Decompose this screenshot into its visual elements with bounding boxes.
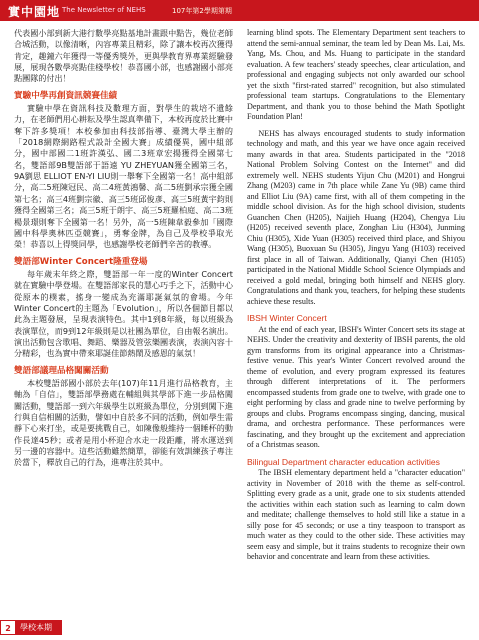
character-paragraph: 本校雙語部國小部於去年(107)年11月進行品格教育，主軸為「自信」，雙語部學務處在輔組與其學部下進一步品格闖關活動，雙語部一到六年級學生以班級為單位，分別到闖下進行與自信相關的活動，譬如中自於多不同的活動，例如學生需靜下心來打坐，或是要挑戰自己，如陳像般維持一個睡杯的動作長達45秒；或者是用小杯迎合水走一段距離，將水運送到另一邊的容器中。這些活動雖然簡單，卻能有效訓練孩子專注於當下，釋放自己的行為，進專注於其中。	[14, 377, 233, 468]
section-heading-concert: 雙語部Winter Concert隆重登場	[14, 256, 148, 267]
issue-label: 107年第2學期第期	[172, 7, 232, 15]
intro-paragraph: 代表國小部到新大港行數學亮點基地計畫跟中點告，幾位老師合城活動，以像清晰，內容專業且精彩，除了讓本校再次獲得肯定，趣鐘六年獲得一等優秀獎外，更與學教育界專業經驗發展，展現各數學亮點佳棧學校！恭喜國小部，也感謝國小部亮點團隊的付出！	[14, 28, 233, 84]
concert-paragraph-en: At the end of each year, IBSH's Winter Concert sets its stage at NEHS. Under the creativity and dexterity of IBSH parents, the old gym transforms from its original appearance into a Christmas-festive venue. This year's Winter Concert revolved around the theme of evolution, and every program expressed its features through different interpretations of it. The performers encompassed students from grade one to twelve, with grade one to eight performing by class and grade nine to twelve performing by groups and clubs. Programs encompass singing, dancing, musical drama, and orchestra performance. These performances were fascinating, and they brought up the excitement and appreciation of a Christmas season.	[247, 324, 465, 449]
character-paragraph-en: The IBSH elementary department held a "character education" activity in November of 2018 with the theme as self-control. Splitting every grade as a unit, grade one to six students attended the activities within each station such as learning to calm down and meditate; challenge themselves to hold still like a statue in a silly pose for 45 seconds; or use a tiny teaspoon to transport as much water as they could to the other side. These activities may seem easy and simple, but it trains students to recognize their own behavior and concentrate and learn from these activities.	[247, 468, 465, 561]
chinese-column	[14, 28, 233, 608]
english-column	[247, 28, 465, 608]
section-heading-concert-en: IBSH Winter Concert	[247, 313, 327, 323]
newsletter-subtitle: The Newsletter of NEHS	[62, 6, 146, 14]
competition-paragraph-en: NEHS has always encouraged students to study information technology and math, and this year we have once again received many awards in that area. Students participated in the "2018 National Problem Solving Contest on the Internet" and did extremely well. NEHS students Yijun Chu (M201) and Hongrui Zhang (M203) came in 7th place while Zane Yu (9B) came third and Elliot Liu (9A) came first, with all of them competing in the middle school division. As for the high school division, students Guanchen Chen (H205), Naijieh Huang (H204), Chengya Liu (H205) received seventh place, Zonghan Liu (H304), Junming Chiu (H305), Xide Yuan (H305) received third place, and Shiyou Wang (H305), Buoxuan Su (H305), Jingyu Yang (H103) received first place in all of Taiwan. Additionally, Qianyi Chen (H105) participated in the National Middle School Science Olympiads and received a gold medal, bringing both himself and NEHS glory. Congratulations and thank you, teachers, for helping these students achieve these results.	[247, 128, 465, 306]
section-heading-character-en: Bilingual Department character education activities	[247, 456, 440, 467]
footer-tab	[0, 620, 62, 635]
section-heading-competition: 實驗中學再創資訊競賽佳績	[14, 90, 118, 101]
header-bar	[0, 0, 479, 21]
section-heading-character: 雙語部議理品格闖關活動	[14, 365, 109, 376]
page-number: 2	[0, 620, 16, 635]
concert-paragraph: 每年歲末年終之際，雙語部一年一度的Winter Concert就在實驗中學登場。在雙語部家長的慧心巧手之下，活動中心從原本的樸素，搖身一變成為充滿耶誕氣氛的會場。今年Winter Concert的主題為「Evolution」，所以各個節目都以此為主題發展，呈現表演特色。其中1到8年級，每以班級為表演單位，而9到12年級則是以社團為單位，自由報名演出。演出活動包含歌唱、舞蹈、樂器及管弦樂團表演，表演內容十分精彩，也為實中帶來耶誕佳節熱鬧及感恩的氣氛！	[14, 268, 233, 359]
footer-section-label: 學校本期	[20, 623, 52, 632]
newsletter-brand: 實中園地	[8, 5, 61, 19]
intro-paragraph-en: learning blind spots. The Elementary Department sent teachers to attend the semi-annual seminar, the team led by Dean Ms. Lai, Ms. Yang, Ms. Chou, and Ms. Huang to participate in the standard evaluation. A few teachers' steady speeches, clear articulation, and professional and engaging subjects not only awarded our school yet the sixth "first-rated starred" recognition, but also stimulated professional team startups. Congratulations to the Elementary Department, and thank you to those behind the Math Spotlight Foundation Plan!	[247, 28, 465, 121]
competition-paragraph: 實驗中學在資訊科技及數理方面，對學生的栽培不遺餘力，在老師們用心耕耘及學生認真準備下，本校再度於比賽中奪下許多獎項！本校參加由科技部指導、臺灣大學主辦的「2018網際網路程式設計全國大賽」成績優異，國中組部分，國中部國二1班許漢弘、國二3班章宏揚獲得全國第七名，雙語部9B雙語部于語遠 YU ZHEYUAN獲全國第三名，9A劉思 ELLIOT EN-YI LIU則一舉奪下全國第一名！高中組部分，高二5班陳冠民、高二4班黃鴻馨、高二5班劉承宗獲全國第七名；高三4班劉宗徽、高三5班邱俊彥、高三5班黃宇鈞則獲得全國第三名；高三5班于朗宇、高三5班羅柏庭、高二3班楊景璟則奪下全國第一名！另外，高一5班陳韋毅參加「國際國中科學奧林匹亞競賽」，勇奪金牌，為自己及學校爭取光榮！恭喜以上得獎同學，也感謝學校老師們辛苦的教導。	[14, 103, 233, 250]
